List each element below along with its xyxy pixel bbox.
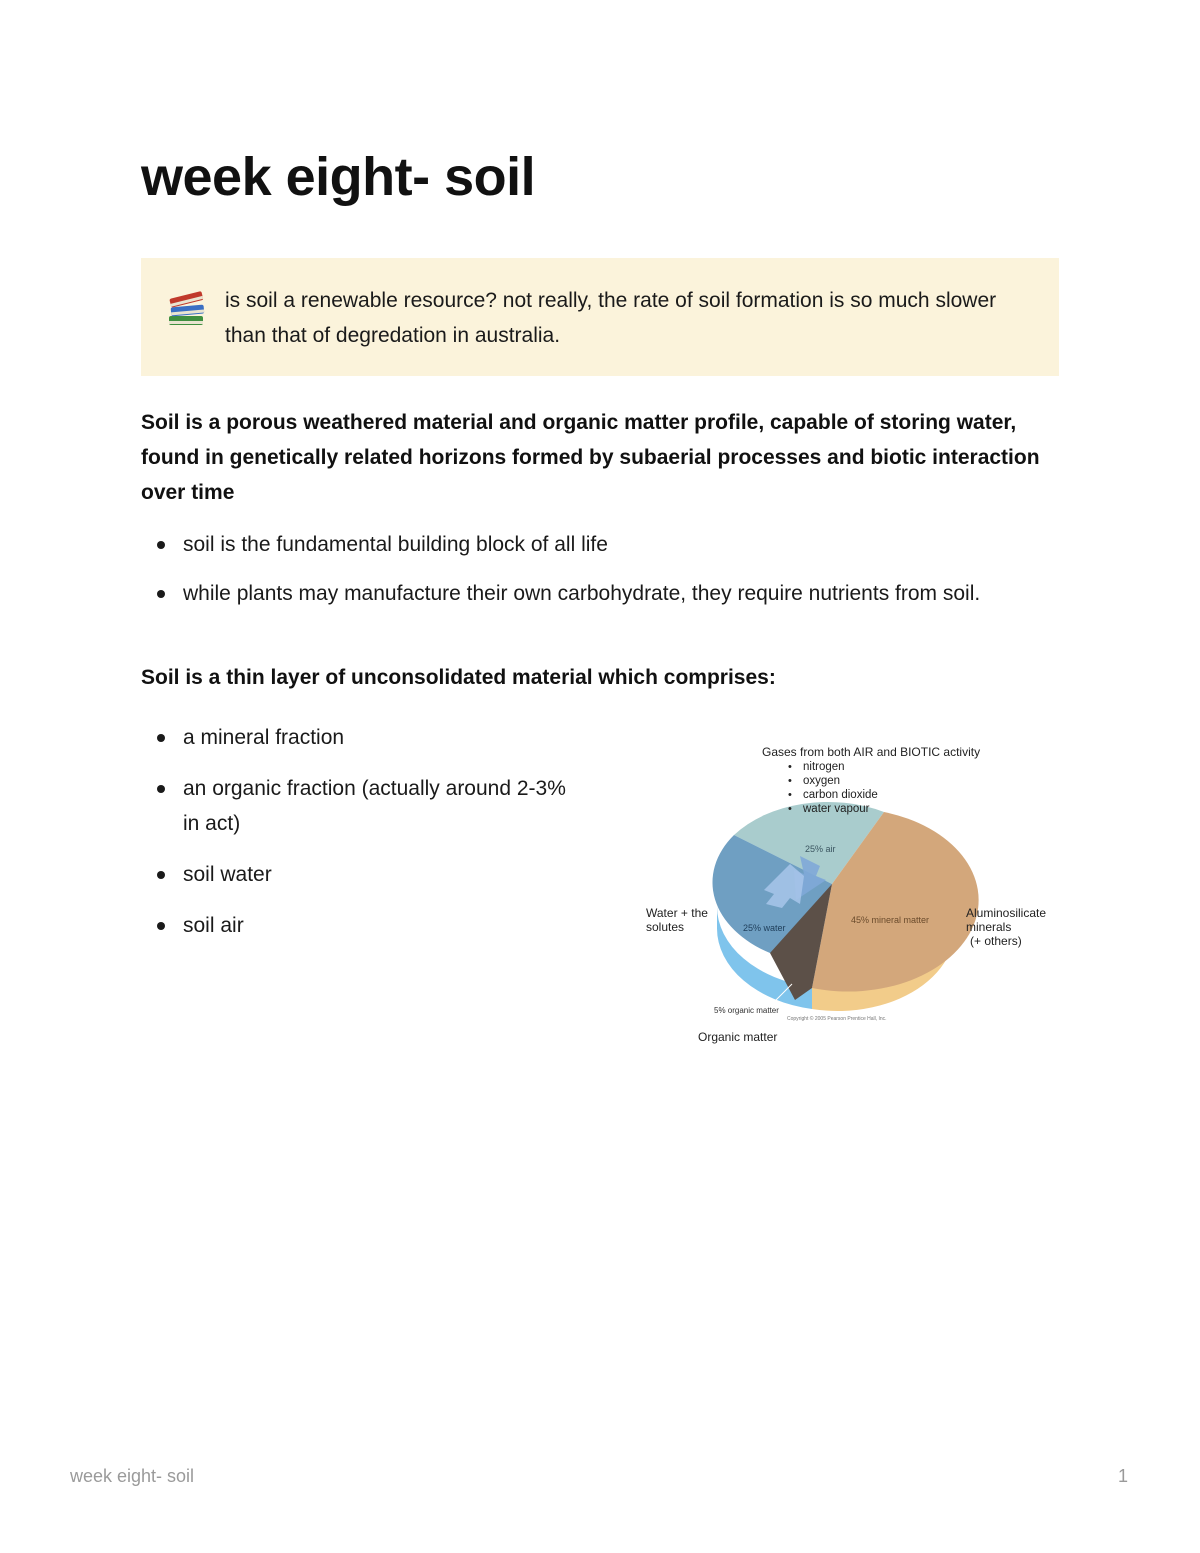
footer-page-number: 1 — [1117, 1466, 1128, 1486]
page-title: week eight- soil — [141, 147, 536, 207]
organic-matter-label: Organic matter — [698, 1030, 778, 1044]
gas-item-bullet: • — [788, 775, 792, 787]
soil-pie-diagram — [640, 738, 1060, 1050]
books-icon — [165, 286, 209, 330]
list-item: a mineral fraction — [141, 720, 571, 755]
water-label: Water + the — [646, 906, 708, 920]
water-label: solutes — [646, 920, 685, 934]
gases-heading: Gases from both AIR and BIOTIC activity — [762, 745, 981, 759]
list-item: soil water — [141, 857, 571, 892]
gas-item: oxygen — [803, 775, 841, 787]
slice-label-mineral: 45% mineral matter — [851, 915, 930, 925]
slice-label-water: 25% water — [743, 923, 786, 933]
gas-item: carbon dioxide — [803, 789, 878, 801]
soil-definition-paragraph: Soil is a porous weathered material and organic matter profile, capable of storing water, found in genetically related horizons formed by subaerial processes and biotic interaction over time — [141, 411, 1040, 504]
gas-item-bullet: • — [788, 803, 792, 815]
minerals-label: minerals — [966, 920, 1012, 934]
composition-bullet-list — [141, 720, 571, 943]
callout-text: is soil a renewable resource? not really, the rate of soil formation is so much slower than that of degredation in australia. — [225, 289, 997, 347]
definition-bullet-list — [141, 527, 1041, 611]
list-item: an organic fraction (actually around 2-3% in act) — [141, 771, 571, 841]
composition-heading: Soil is a thin layer of unconsolidated material which comprises: — [141, 666, 776, 689]
figure-copyright: Copyright © 2005 Pearson Prentice Hall, Inc. — [787, 1016, 887, 1022]
gas-item-bullet: • — [788, 789, 792, 801]
minerals-label: (+ others) — [970, 934, 1022, 948]
gas-item-bullet: • — [788, 761, 792, 773]
list-item: soil air — [141, 908, 571, 943]
callout-box — [141, 258, 1059, 376]
gas-item: water vapour — [803, 803, 870, 815]
footer-document-title: week eight- soil — [70, 1466, 195, 1486]
slice-label-organic: 5% organic matter — [714, 1006, 779, 1015]
soil-composition-figure — [640, 738, 1060, 1050]
gas-item: nitrogen — [803, 761, 845, 773]
list-item: while plants may manufacture their own carbohydrate, they require nutrients from soil. — [141, 576, 1041, 611]
list-item: soil is the fundamental building block of all life — [141, 527, 1041, 562]
minerals-label: Aluminosilicate — [966, 906, 1047, 920]
slice-label-air: 25% air — [805, 844, 836, 854]
